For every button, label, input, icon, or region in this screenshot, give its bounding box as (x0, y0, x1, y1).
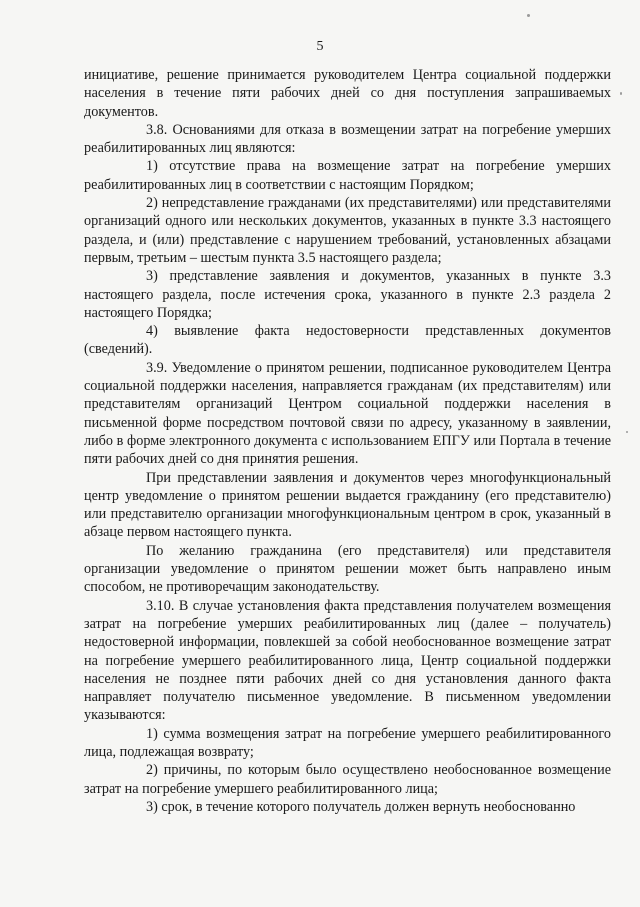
page-number: 5 (316, 39, 324, 54)
paragraph-continuation: инициативе, решение принимается руководителем Центра социальной поддержки населения в течение пяти рабочих дней со дня поступления запрашиваемых документов. (84, 67, 611, 120)
scan-speck (626, 431, 628, 433)
list-item-3-10-1: 1) сумма возмещения затрат на погребение умершего реабилитированного лица, подлежащая возврату; (84, 725, 611, 760)
list-item-3-8-4: 4) выявление факта недостоверности представленных документов (сведений). (84, 323, 611, 358)
paragraph-3-9-mfc: При представлении заявления и документов через многофункциональный центр уведомление о принятом решении выдается гражданину (его представителю) или представителю организации многофункциональным центром в срок, указанный в абзаце первом настоящего пункта. (84, 469, 611, 541)
list-item-3-8-3: 3) представление заявления и документов, указанных в пункте 3.3 настоящего раздела, после истечения срока, указанного в пункте 2.3 раздела 2 настоящего Порядка; (84, 268, 611, 321)
paragraph-3-8: 3.8. Основаниями для отказа в возмещении затрат на погребение умерших реабилитированных лиц являются: (84, 121, 611, 157)
document-body (84, 66, 611, 816)
paragraph-3-10: 3.10. В случае установления факта представления получателем возмещения затрат на погребение умерших реабилитированных лиц (далее – получатель) недостоверной информации, повлекшей за собой необоснованное возмещение затрат на погребение умершего реабилитированного лица, Центр социальной поддержки населения не позднее пяти рабочих дней со дня установления данного факта направляет получателю письменное уведомление. В письменном уведомлении указываются: (84, 597, 611, 724)
list-item-3-8-1: 1) отсутствие права на возмещение затрат на погребение умерших реабилитированных лиц в соответствии с настоящим Порядком; (84, 158, 611, 193)
list-item-3-10-3: 3) срок, в течение которого получатель должен вернуть необоснованно (146, 798, 576, 815)
scan-speck (527, 14, 530, 17)
paragraph-3-9-other: По желанию гражданина (его представителя) или представителя организации уведомление о принятом решении может быть направлено иным способом, не противоречащим законодательству. (84, 542, 611, 596)
scan-speck (620, 92, 622, 95)
list-item-3-10-2: 2) причины, по которым было осуществлено необоснованное возмещение затрат на погребение умершего реабилитированного лица; (84, 762, 611, 797)
paragraph-3-9: 3.9. Уведомление о принятом решении, подписанное руководителем Центра социальной поддержки населения, направляется гражданам (их представителям) или представителям организаций Центром социальной поддержки населения в письменной форме посредством почтовой связи по адресу, указанному в заявлении, либо в форме электронного документа с использованием ЕПГУ или Портала в течение пяти рабочих дней со дня принятия решения. (84, 359, 611, 468)
list-item-3-8-2: 2) непредставление гражданами (их представителями) или представителями организаций одного или нескольких документов, указанных в пункте 3.3 настоящего раздела, и (или) представление с нарушением требований, установленных абзацами первым, третьим – шестым пункта 3.5 настоящего раздела; (84, 195, 611, 266)
